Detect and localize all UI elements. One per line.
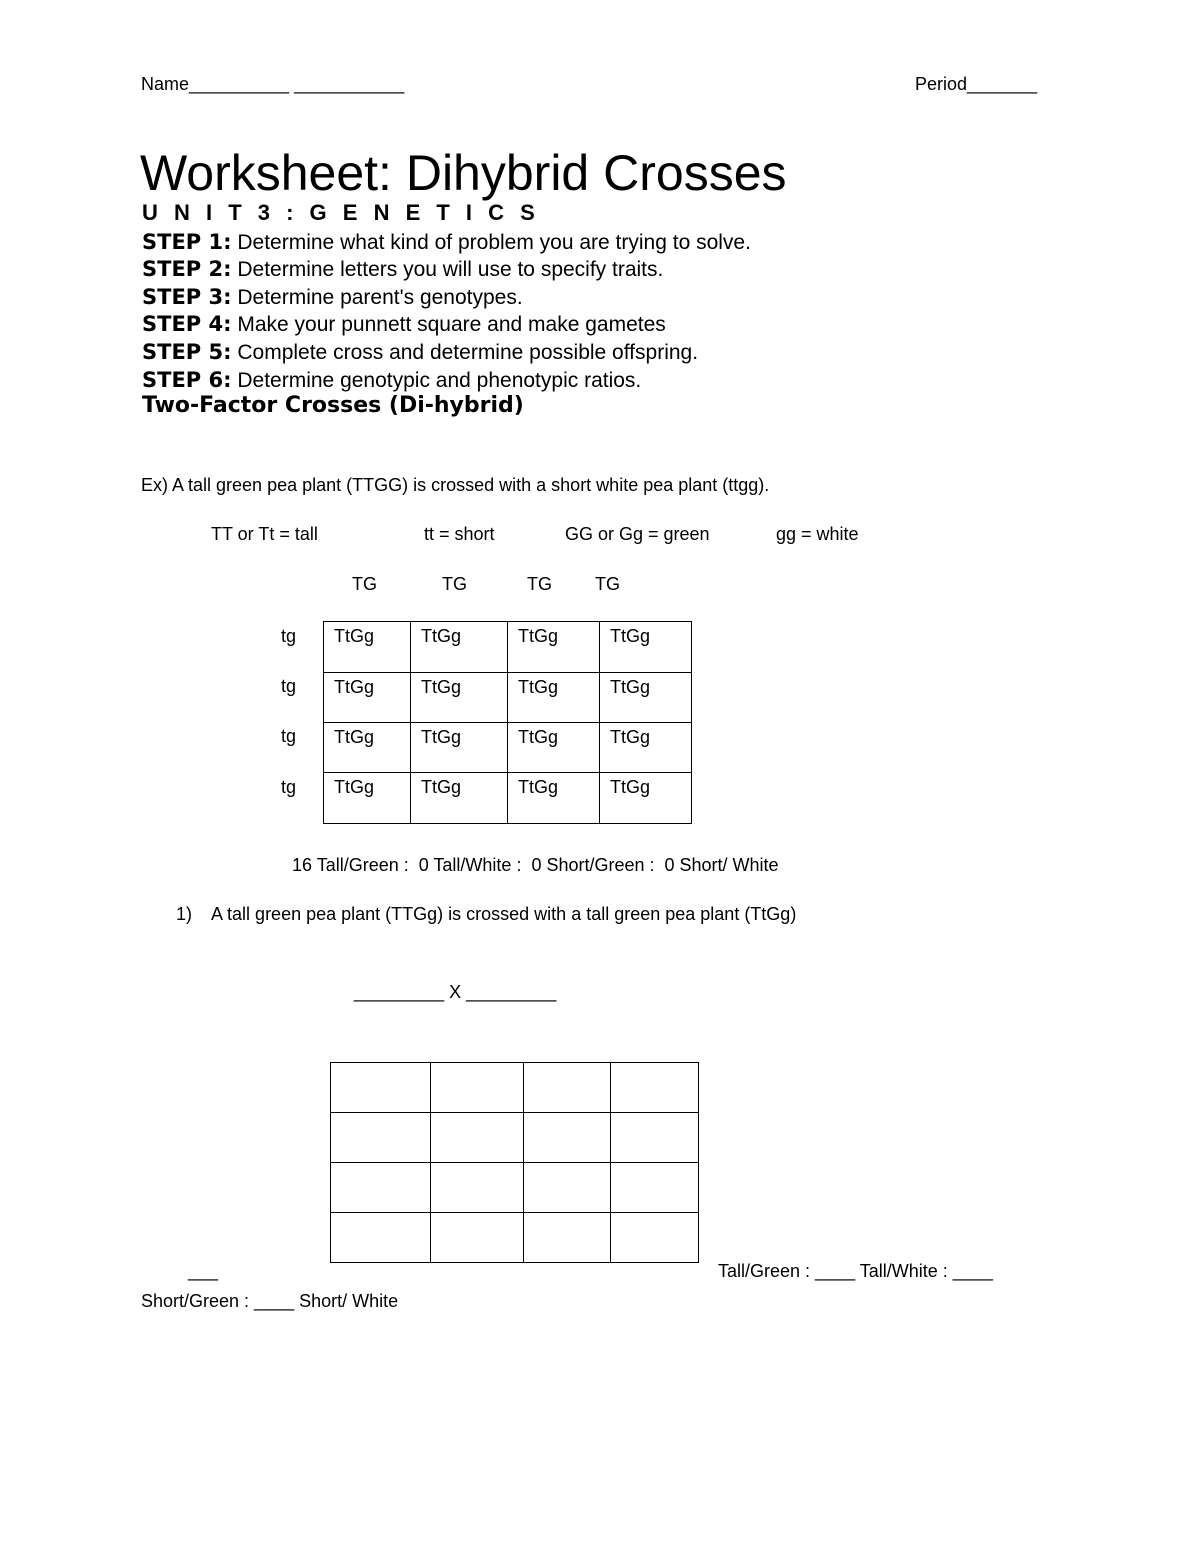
unit-subtitle: U N I T 3 : G E N E T I C S [142,200,540,225]
punnett-blank-cell[interactable] [331,1063,431,1113]
punnett-blank-cell[interactable] [611,1063,699,1113]
name-field-line[interactable]: Name__________ ___________ [141,74,405,94]
genotype: TtGg [421,727,462,747]
punnett-cell [600,622,692,673]
step-text: Make your punnett square and make gametes [237,313,666,336]
question-1 [176,904,796,925]
cross-answer-line[interactable]: _________ X _________ [354,982,557,1002]
answer-ratio-line-1[interactable]: Tall/Green : ____ Tall/White : ____ [718,1261,993,1281]
trait-key-short: tt = short [424,524,495,544]
top-gamete: TG [442,574,467,594]
question-number: 1) [176,904,193,924]
punnett-blank-cell[interactable] [524,1213,611,1263]
trait-key-tall: TT or Tt = tall [211,524,318,544]
punnett-cell [600,773,692,824]
genotype: TtGg [610,727,651,747]
left-gamete: tg [281,777,297,797]
example-phenotype-ratio: 16 Tall/Green : 0 Tall/White : 0 Short/Green : 0 Short/ White [292,855,779,875]
step-2 [142,255,663,284]
step-text: Determine genotypic and phenotypic ratios. [237,369,642,392]
left-gamete: tg [281,626,297,646]
genotype: TtGg [518,727,559,747]
punnett-cell [411,773,508,824]
top-gamete: TG [595,574,620,594]
punnett-blank-cell[interactable] [431,1163,524,1213]
genotype: TtGg [610,777,651,797]
punnett-cell [411,723,508,773]
punnett-cell [508,723,600,773]
punnett-blank-cell[interactable] [524,1063,611,1113]
genotype: TtGg [334,777,375,797]
step-5 [142,338,698,367]
step-label: STEP 4: [142,312,232,336]
genotype: TtGg [334,727,375,747]
step-label: STEP 2: [142,257,232,281]
step-text: Determine parent's genotypes. [237,286,523,309]
punnett-cell [508,673,600,723]
trait-key-white: gg = white [776,524,859,544]
punnett-blank-cell[interactable] [331,1213,431,1263]
genotype: TtGg [421,777,462,797]
punnett-blank-cell[interactable] [431,1213,524,1263]
genotype: TtGg [518,626,559,646]
punnett-cell [411,622,508,673]
genotype: TtGg [518,677,559,697]
step-text: Determine letters you will use to specify traits. [237,258,664,281]
punnett-blank-cell[interactable] [611,1113,699,1163]
step-text: Determine what kind of problem you are trying to solve. [237,231,751,254]
punnett-cell [324,673,411,723]
answer-ratio-line-2[interactable]: Short/Green : ____ Short/ White [141,1291,399,1311]
step-label: STEP 6: [142,368,232,392]
genotype: TtGg [610,626,651,646]
section-title: Two-Factor Crosses (Di-hybrid) [142,393,524,418]
question-text: A tall green pea plant (TTGg) is crossed with a tall green pea plant (TtGg) [211,904,797,924]
step-3 [142,283,523,312]
page-title: Worksheet: Dihybrid Crosses [140,145,787,201]
top-gamete: TG [527,574,552,594]
step-label: STEP 1: [142,230,232,254]
step-label: STEP 5: [142,340,232,364]
punnett-blank-cell[interactable] [331,1113,431,1163]
punnett-blank-cell[interactable] [524,1113,611,1163]
step-label: STEP 3: [142,285,232,309]
left-gamete: tg [281,726,297,746]
punnett-blank-cell[interactable] [524,1163,611,1213]
punnett-cell [508,622,600,673]
step-text: Complete cross and determine possible offspring. [237,341,699,364]
step-1 [142,228,751,257]
period-field-line[interactable]: Period_______ [915,74,1038,94]
genotype: TtGg [421,626,462,646]
punnett-cell [324,723,411,773]
answer-punnett-square[interactable] [330,1062,699,1263]
punnett-blank-cell[interactable] [611,1213,699,1263]
example-punnett-square [323,621,692,824]
punnett-cell [508,773,600,824]
example-problem: Ex) A tall green pea plant (TTGG) is crossed with a short white pea plant (ttgg). [141,475,770,495]
punnett-blank-cell[interactable] [331,1163,431,1213]
punnett-cell [600,673,692,723]
top-gamete: TG [352,574,377,594]
left-gamete: tg [281,676,297,696]
punnett-blank-cell[interactable] [611,1163,699,1213]
step-4 [142,310,666,339]
genotype: TtGg [518,777,559,797]
genotype: TtGg [334,677,375,697]
punnett-blank-cell[interactable] [431,1063,524,1113]
punnett-blank-cell[interactable] [431,1113,524,1163]
punnett-cell [411,673,508,723]
punnett-cell [324,622,411,673]
punnett-cell [600,723,692,773]
genotype: TtGg [334,626,375,646]
answer-blank[interactable]: ___ [188,1261,219,1281]
step-6 [142,366,641,395]
punnett-cell [324,773,411,824]
genotype: TtGg [610,677,651,697]
trait-key-green: GG or Gg = green [565,524,710,544]
genotype: TtGg [421,677,462,697]
